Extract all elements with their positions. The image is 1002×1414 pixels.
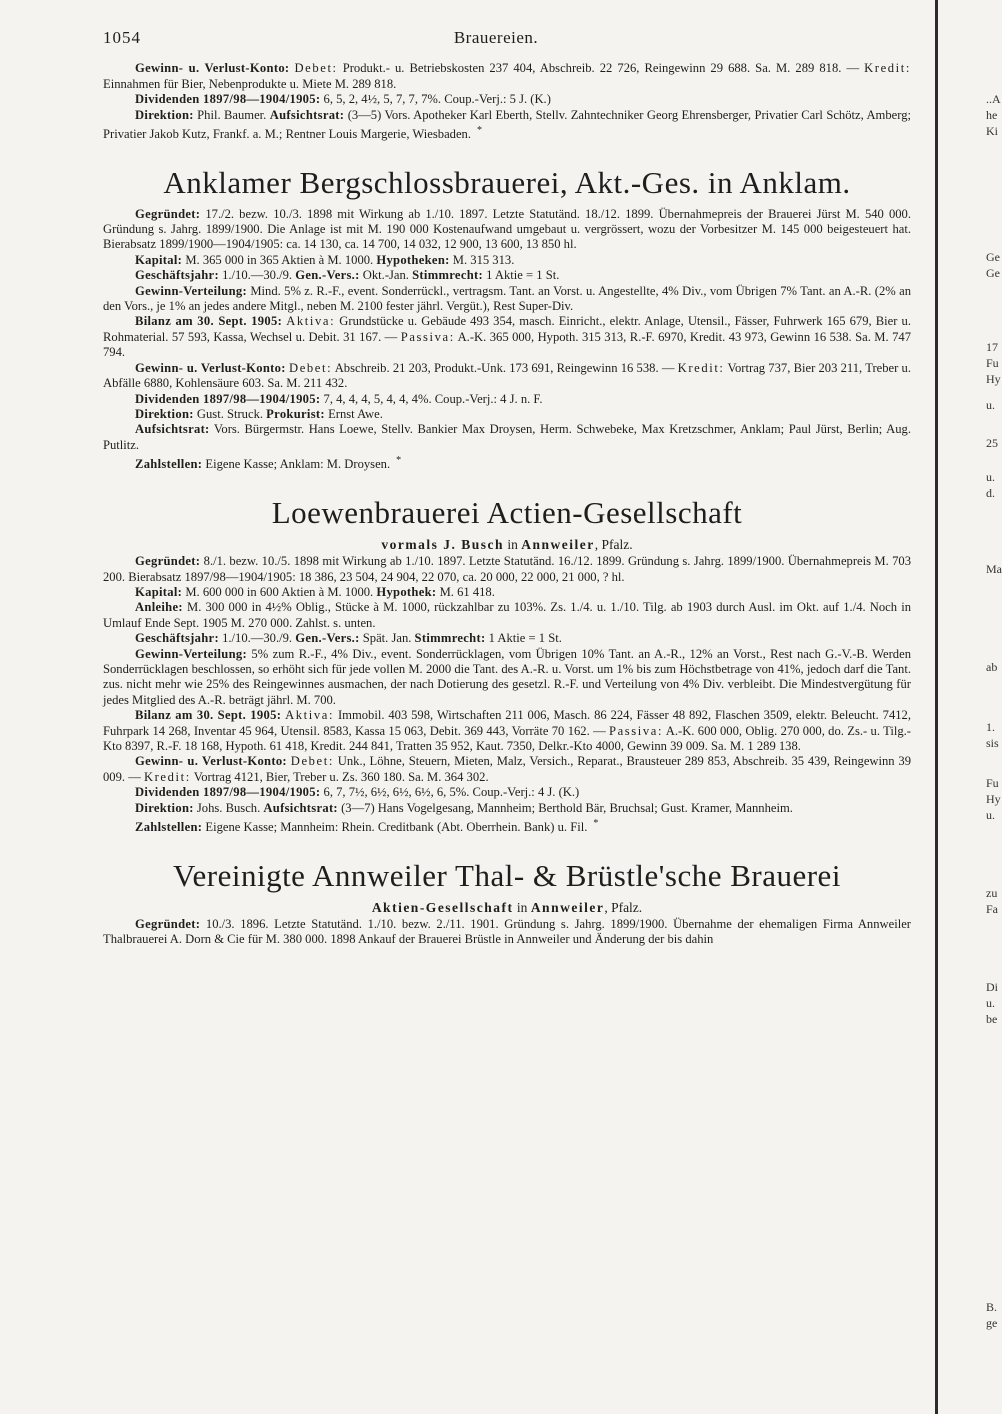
paying-agents: Zahlstellen: Eigene Kasse; Mannheim: Rhein. Creditbank (Abt. Oberrhein. Bank) u. Fil. * — [135, 818, 599, 835]
margin-fragment: Fu — [986, 776, 999, 790]
bond-loan: Anleihe: M. 300 000 in 4½% Oblig., Stücke à M. 1000, rückzahlbar zu 103%. Zs. 1./4. u. 1./10. Tilg. ab 1903 durch Ausl. im Okt. auf 1./4. Noch in Umlauf Ende Sept. 1905 M. 270 000. Zahlst. s. unten. — [103, 600, 911, 630]
margin-fragment: u. — [986, 398, 995, 412]
margin-fragment: 1. — [986, 720, 995, 734]
running-header — [103, 30, 911, 45]
margin-fragment: Ge — [986, 250, 1000, 264]
margin-fragment: he — [986, 108, 998, 122]
text-column — [103, 30, 911, 948]
dividends: Dividenden 1897/98—1904/1905: 6, 7, 7½, 6½, 6½, 6½, 6, 5%. Coup.-Verj.: 4 J. (K.) — [135, 785, 580, 800]
running-title: Brauereien. — [453, 28, 539, 47]
profit-distribution: Gewinn-Verteilung: Mind. 5% z. R.-F., event. Sonderrückl., vertragsm. Tant. an Vorst. u. Angestellte, 4% Div., vom Übrigen 7% Tant. an A.-R. (2% an den Vors., je 1% an jedes andere Mitgl., neben M. 2100 fester jährl. Vergüt.), Rest Super-Div. — [103, 283, 911, 314]
margin-fragment: be — [986, 1012, 998, 1026]
margin-fragment: ge — [986, 1316, 998, 1330]
dividends: Dividenden 1897/98—1904/1905: 6, 5, 2, 4½, 5, 7, 7, 7%. Coup.-Verj.: 5 J. (K.) — [135, 92, 551, 107]
page-number: 1054 — [103, 28, 141, 47]
margin-fragment: sis — [986, 736, 999, 750]
balance-sheet: Bilanz am 30. Sept. 1905: Aktiva: Immobil. 403 598, Wirtschaften 211 006, Masch. 86 224, Fässer 48 892, Flaschen 3509, elektr. Beleucht. 7412, Fuhrpark 14 268, Inventar 45 964, Utensil. 8583, Kassa 15 063, Debit. 369 443, Vorräte 70 162. — Passiva: A.-K. 600 000, Oblig. 270 000, do. Zs.- u. Tilg.-Kto 8397, R.-F. 18 168, Hypoth. 61 418, Kredit. 244 841, Tratten 35 952, Kaut. 7350, Delkr.-Kto 4000, Gewinn 39 009. Sa. M. 1 289 138. — [103, 708, 911, 753]
adjacent-page-edge — [950, 0, 1000, 1414]
margin-fragment: Fu — [986, 356, 999, 370]
entry-continued — [103, 61, 911, 142]
supervisory-board: Aufsichtsrat: Vors. Bürgermstr. Hans Loewe, Stellv. Bankier Max Droysen, Herm. Schwebeke, Max Kretzschmer, Anklam; Paul Jürst, Berlin; Aug. Putlitz. — [103, 422, 911, 452]
entry-anklamer — [103, 165, 911, 473]
margin-fragment: ..A — [986, 92, 1001, 106]
entry-vereinigte-annweiler — [103, 858, 911, 948]
margin-fragment: 17 — [986, 340, 998, 354]
margin-fragment: u. — [986, 808, 995, 822]
margin-fragment: d. — [986, 486, 995, 500]
profit-distribution: Gewinn-Verteilung: 5% zum R.-F., 4% Div., event. Sonderrücklagen, vom Übrigen 10% Tant. an A.-R., 12% an Vorst., Rest nach G.-V.-B. Werden Sonderrücklagen beschlossen, so erhöht sich für jede vollen M. 2000 die Tant. des A.-R. u. Vorst. um 1% bis zum Höchstbetrage von 41%, jedoch darf die Tant. zus. nicht mehr wie 25% des Reingewinnes ausmachen, der nach Dotierung des gesetzl. R.-F. und Verteilung von 4% Div. verbleibt. Die Mindestvergütung für jedes Mitglied des A.-R. beträgt jährl. M. 700. — [103, 646, 911, 707]
paying-agents: Zahlstellen: Eigene Kasse; Anklam: M. Droysen. * — [135, 455, 402, 472]
founded: Gegründet: 17./2. bezw. 10./3. 1898 mit Wirkung ab 1./10. 1897. Letzte Statutänd. 18./12. 1899. Übernahmepreis der Brauerei Jürst M. 540 000. Gründung s. Jahrg. 1899/1900. Die Anlage ist mit M. 190 000 Kostenaufwand umgebaut u. vergrössert, wozu der Vorbesitzer M. 145 000 beigesteuert hat. Bierabsatz 1899/1900—1904/1905: ca. 14 130, ca. 14 700, 14 032, 12 900, 13 600, 13 850 hl. — [103, 206, 911, 252]
company-title: Loewenbrauerei Actien-Gesellschaft — [271, 494, 743, 530]
margin-fragment: Ma — [986, 562, 1002, 576]
entry-loewenbrauerei — [103, 495, 911, 836]
margin-fragment: Hy — [986, 372, 1001, 386]
margin-fragment: B. — [986, 1300, 998, 1314]
management: Direktion: Johs. Busch. Aufsichtsrat: (3—7) Hans Vogelgesang, Mannheim; Berthold Bär, Bruchsal; Gust. Kramer, Mannheim. — [135, 800, 793, 815]
margin-fragment: Ge — [986, 266, 1000, 280]
management: Direktion: Gust. Struck. Prokurist: Ernst Awe. — [135, 406, 383, 421]
company-subtitle: Aktien-Gesellschaft in Annweiler, Pfalz. — [371, 899, 643, 915]
margin-fragment: Hy — [986, 792, 1001, 806]
margin-fragment: ab — [986, 660, 998, 674]
dividends: Dividenden 1897/98—1904/1905: 7, 4, 4, 4, 5, 4, 4, 4%. Coup.-Verj.: 4 J. n. F. — [135, 391, 543, 406]
entry-end-mark: * — [477, 125, 483, 137]
management: Direktion: Phil. Baumer. Aufsichtsrat: (3—5) Vors. Apotheker Karl Eberth, Stellv. Zahntechniker Georg Ehrensberger, Privatier Carl Schötz, Amberg; Privatier Jakob Kutz, Frankf. a. M.; Rentner Louis Margerie, Wiesbaden. * — [103, 107, 911, 142]
entry-end-mark: * — [396, 455, 402, 467]
margin-fragment: Di — [986, 980, 998, 994]
business-year: Geschäftsjahr: 1./10.—30./9. Gen.-Vers.: Okt.-Jan. Stimmrecht: 1 Aktie = 1 St. — [135, 268, 560, 283]
profit-loss-account: Gewinn- u. Verlust-Konto: Debet: Abschreib. 21 203, Produkt.-Unk. 173 691, Reingewinn 16 538. — Kredit: Vortrag 737, Bier 203 211, Treber u. Abfälle 6880, Kohlensäure 603. Sa. M. 211 432. — [103, 360, 911, 391]
business-year: Geschäftsjahr: 1./10.—30./9. Gen.-Vers.: Spät. Jan. Stimmrecht: 1 Aktie = 1 St. — [135, 631, 562, 646]
profit-loss-account: Gewinn- u. Verlust-Konto: Debet: Unk., Löhne, Steuern, Mieten, Malz, Versich., Reparat., Brausteuer 289 853, Abschreib. 35 439, Reingewinn 39 009. — Kredit: Vortrag 4121, Bier, Treber u. Zs. 360 180. Sa. M. 364 302. — [103, 754, 912, 784]
founded: Gegründet: 10./3. 1896. Letzte Statutänd. 1./10. bezw. 2./11. 1901. Gründung s. Jahrg. 1899/1900. Übernahme der ehemaligen Firma Annweiler Thalbrauerei A. Dorn & Cie für M. 380 000. 1898 Ankauf der Brauerei Brüstle in Annweiler und Änderung der bis dahin — [103, 917, 911, 947]
margin-fragment: Ki — [986, 124, 998, 138]
balance-sheet: Bilanz am 30. Sept. 1905: Aktiva: Grundstücke u. Gebäude 493 354, masch. Einricht., elektr. Anlage, Utensil., Fässer, Fuhrwerk 165 679, Bier u. Rohmaterial. 57 593, Kassa, Wechsel u. Debit. 31 167. — Passiva: A.-K. 365 000, Hypoth. 315 313, R.-F. 6970, Kredit. 43 973, Gewinn 16 538. Sa. M. 747 794. — [103, 314, 912, 360]
capital: Kapital: M. 600 000 in 600 Aktien à M. 1000. Hypothek: M. 61 418. — [135, 584, 495, 599]
entry-end-mark: * — [593, 818, 599, 830]
margin-fragment: Fa — [986, 902, 998, 916]
profit-loss-account: Gewinn- u. Verlust-Konto: Debet: Produkt.- u. Betriebskosten 237 404, Abschreib. 22 726, Reingewinn 29 688. Sa. M. 289 818. — Kredit: Einnahmen für Bier, Nebenprodukte u. Miete M. 289 818. — [103, 61, 911, 91]
margin-fragment: u. — [986, 470, 995, 484]
binding-gutter — [935, 0, 938, 1414]
company-title: Anklamer Bergschlossbrauerei, Akt.-Ges. in Anklam. — [163, 164, 851, 200]
margin-fragment: u. — [986, 996, 995, 1010]
capital: Kapital: M. 365 000 in 365 Aktien à M. 1000. Hypotheken: M. 315 313. — [135, 252, 515, 267]
founded: Gegründet: 8./1. bezw. 10./5. 1898 mit Wirkung ab 1./10. 1897. Letzte Statutänd. 16./12. 1899. Gründung s. Jahrg. 1899/1900. Übernahmepreis M. 703 200. Bierabsatz 1897/98—1904/1905: 18 386, 23 504, 24 904, 22 070, ca. 20 000, 22 000, 21 000, ? hl. — [103, 554, 911, 584]
company-title: Vereinigte Annweiler Thal- & Brüstle'sche Brauerei — [173, 857, 841, 893]
company-subtitle: vormals J. Busch in Annweiler, Pfalz. — [381, 536, 633, 552]
margin-fragment: zu — [986, 886, 998, 900]
margin-fragment: 25 — [986, 436, 998, 450]
